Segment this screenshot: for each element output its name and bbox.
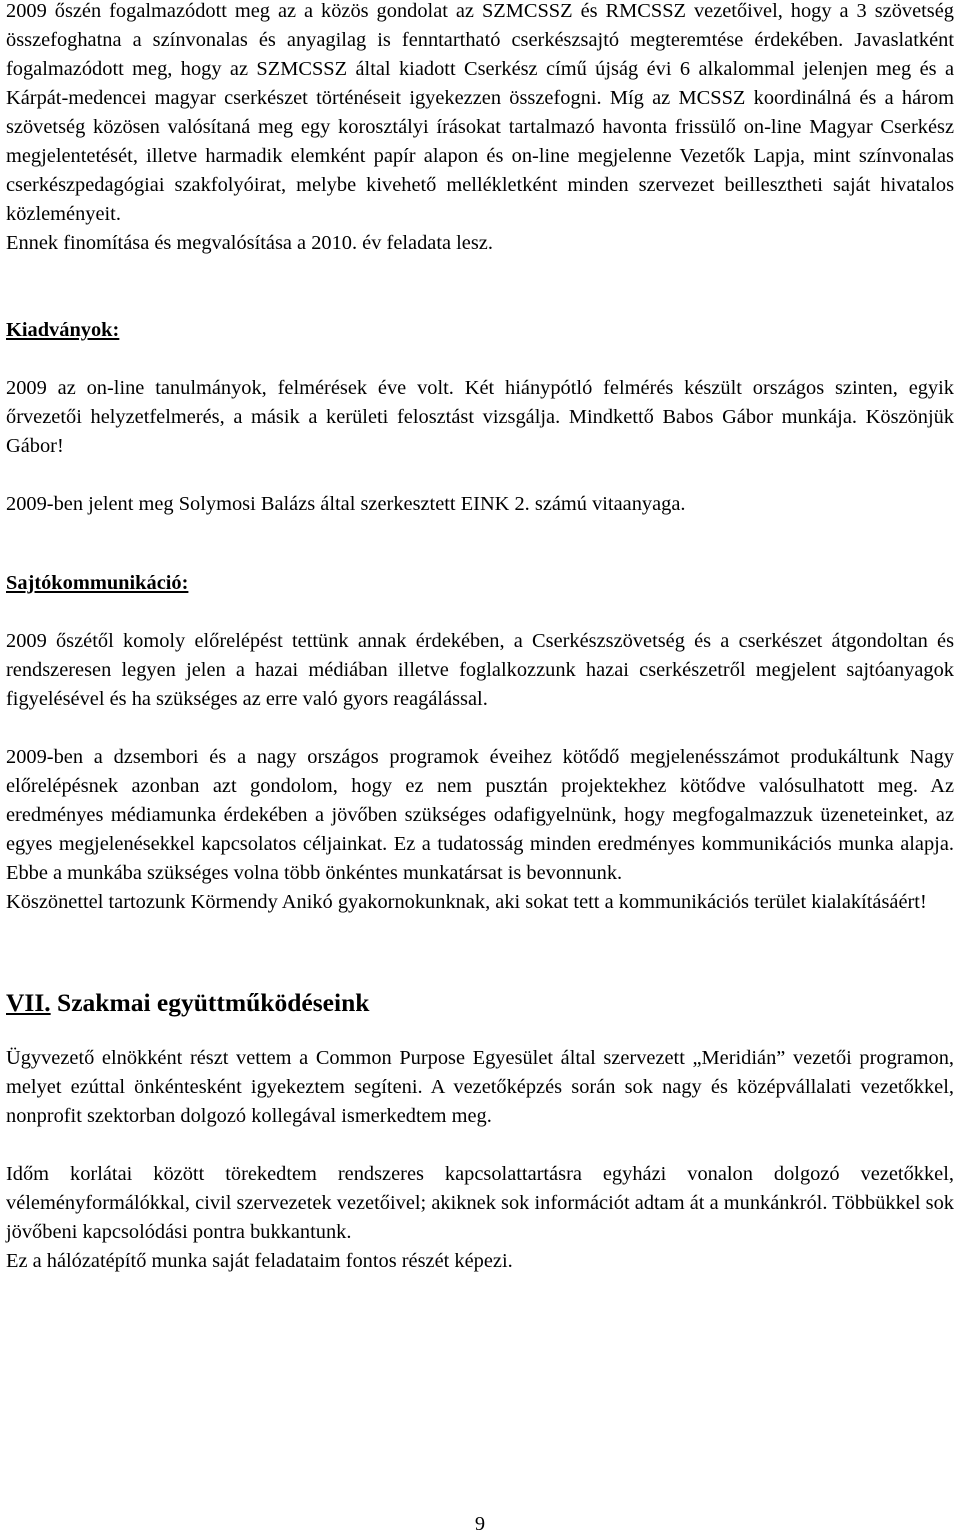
kiadvanyok-heading: Kiadványok: <box>6 319 120 341</box>
intro-paragraph-1: 2009 őszén fogalmazódott meg az a közös gondolat az SZMCSSZ és RMCSSZ vezetőivel, hogy a 3 szövetség összefoghatna a színvonalas és anyagilag is fenntartható cserkészsajtó megteremtése érdekében. Javaslatként fogalmazódott meg, hogy az SZMCSSZ által kiadott Cserkész című újság évi 6 alkalommal jelenjen meg és a Kárpát-medencei magyar cserkészet történéseit igyekezzen összefogni. Míg az MCSSZ koordinálná és a három szövetség közösen valósítaná meg egy korosztályi írásokat tartalmazó havonta frissülő on-line Magyar Cserkész megjelentetését, illetve harmadik elemként papír alapon és on-line megjelenne Vezetők Lapja, mint színvonalas cserkészpedagógiai szakfolyóirat, melybe kivehető mellékletként minden szervezet beillesztheti saját hivatalos közleményeit. <box>6 0 954 225</box>
kiadvanyok-paragraph-1: 2009 az on-line tanulmányok, felmérések éve volt. Két hiánypótló felmérés készült országos szinten, egyik őrvezetői helyzetfelmerés, a másik a kerületi felosztást vizsgálja. Mindkettő Babos Gábor munkája. Köszönjük Gábor! <box>6 377 954 457</box>
chapter-vii-paragraph-2: Időm korlátai között törekedtem rendszeres kapcsolattartásra egyházi vonalon dolgozó vezetőkkel, véleményformálókkal, civil szervezetek vezetőivel; akiknek sok információt adtam át a munkánkról. Többükkel sok jövőbeni kapcsolódási pontra bukkantunk. <box>6 1163 954 1243</box>
chapter-title: Szakmai együttműködéseink <box>50 988 370 1017</box>
sajto-paragraph-3: Köszönettel tartozunk Körmendy Anikó gyakornokunknak, aki sokat tett a kommunikációs terület kialakításáért! <box>6 891 927 913</box>
chapter-number: VII. <box>6 988 51 1017</box>
chapter-vii-paragraph-1: Ügyvezető elnökként részt vettem a Common Purpose Egyesület által szervezett „Meridián” vezetői programon, melyet ezúttal önkéntesként igyekeztem segíteni. A vezetőképzés során sok nagy és középvállalati vezetőkkel, nonprofit szektorban dolgozó kollegával ismerkedtem meg. <box>6 1047 954 1127</box>
intro-paragraph-2: Ennek finomítása és megvalósítása a 2010. év feladata lesz. <box>6 232 493 254</box>
document-page <box>6 0 954 1276</box>
page-number: 9 <box>474 1513 486 1535</box>
chapter-vii-paragraph-3: Ez a hálózatépítő munka saját feladataim fontos részét képezi. <box>6 1250 513 1272</box>
sajto-paragraph-1: 2009 őszétől komoly előrelépést tettünk annak érdekében, a Cserkészszövetség és a cserkészet átgondoltan és rendszeresen legyen jelen a hazai médiában illetve foglalkozzunk hazai cserkészetről megjelent sajtóanyagok figyelésével és ha szükséges az erre való gyors reagálással. <box>6 630 954 710</box>
chapter-vii-heading <box>6 987 954 1019</box>
sajto-paragraph-2: 2009-ben a dzsembori és a nagy országos programok éveihez kötődő megjelenésszámot produkáltunk Nagy előrelépésnek azonban azt gondolom, hogy ez nem pusztán projektekhez kötődve valósulhatott meg. Az eredményes médiamunka érdekében a jövőben szükséges odafigyelnünk, hogy megfogalmazzuk üzeneteinket, az egyes megjelenésekkel kapcsolatos céljainkat. Ez a tudatosság minden eredményes kommunikációs munka alapja. Ebbe a munkába szükséges volna több önkéntes munkatársat is bevonnunk. <box>6 746 954 884</box>
sajtokommunikacio-heading: Sajtókommunikáció: <box>6 572 189 594</box>
kiadvanyok-paragraph-2: 2009-ben jelent meg Solymosi Balázs által szerkesztett EINK 2. számú vitaanyaga. <box>6 493 686 515</box>
